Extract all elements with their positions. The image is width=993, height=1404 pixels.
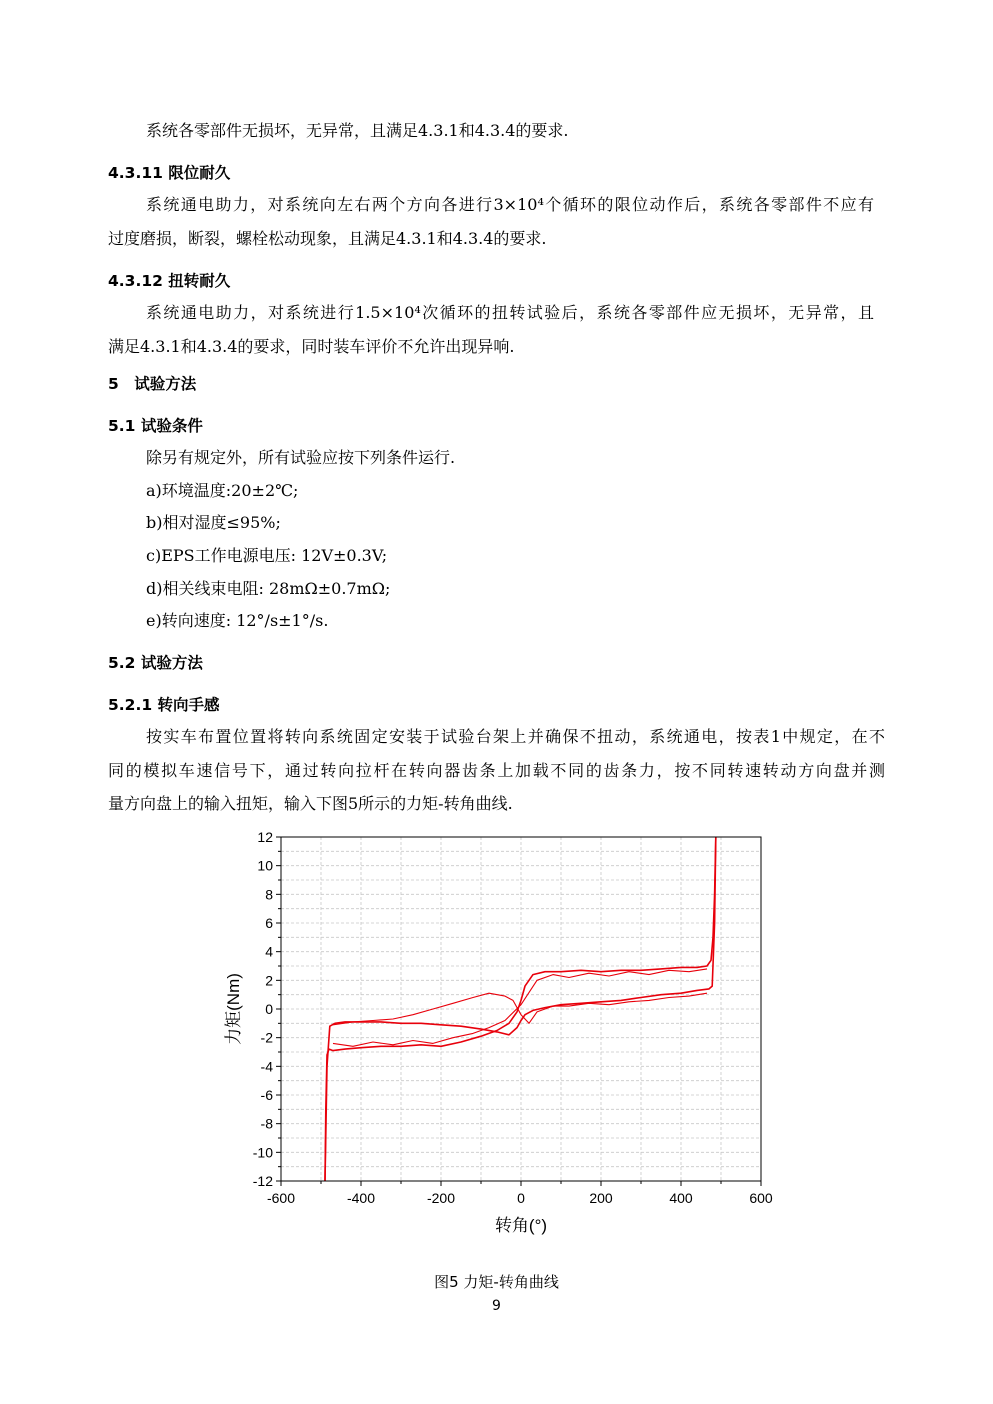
y-axis-label: 力矩(Nm) [224,973,243,1045]
paragraph-4-3-12-line-2: 满足4.3.1和4.3.4的要求，同时装车评价不允许出现异响. [108,337,515,356]
paragraph-4-3-11-line-1: 系统通电助力，对系统向左右两个方向各进行3×10⁴个循环的限位动作后，系统各零部件不应有 [146,195,874,214]
torque-angle-chart [220,820,780,1240]
heading-5: 5 试验方法 [108,375,197,393]
x-tick-label: 600 [749,1190,773,1206]
y-tick-label: 0 [265,1001,273,1017]
x-tick-label: 400 [669,1190,693,1206]
x-tick-label: -600 [266,1190,296,1206]
x-tick-label: 0 [517,1190,525,1206]
paragraph-5-1-intro: 除另有规定外，所有试验应按下列条件运行. [146,448,456,467]
y-tick-label: 2 [265,972,273,989]
paragraph-5-2-1-line-2: 同的模拟车速信号下，通过转向拉杆在转向器齿条上加载不同的齿条力，按不同转速转动方向盘并测 [108,761,885,780]
condition-c: c)EPS工作电源电压: 12V±0.3V; [146,546,388,565]
x-axis-label: 转角(°) [494,1216,548,1235]
y-tick-label: -10 [252,1144,273,1161]
condition-e: e)转向速度: 12°/s±1°/s. [146,611,329,630]
y-tick-label: 10 [257,857,273,874]
y-tick-label: -4 [260,1058,273,1075]
condition-d: d)相关线束电阻: 28mΩ±0.7mΩ; [146,579,391,598]
paragraph-5-2-1-line-1: 按实车布置位置将转向系统固定安装于试验台架上并确保不扭动，系统通电，按表1中规定，在不 [146,727,885,746]
heading-5-2: 5.2 试验方法 [108,654,203,672]
page-number: 9 [492,1298,501,1314]
heading-5-2-1: 5.2.1 转向手感 [108,696,220,714]
heading-4-3-11: 4.3.11 限位耐久 [108,164,231,182]
paragraph-4-3-12-line-1: 系统通电助力，对系统进行1.5×10⁴次循环的扭转试验后，系统各零部件应无损坏，无异常，且 [146,303,874,322]
y-tick-label: 4 [265,943,273,960]
y-tick-label: -8 [260,1115,273,1132]
heading-5-1: 5.1 试验条件 [108,417,203,435]
condition-b: b)相对湿度≤95%; [146,513,281,532]
paragraph-5-2-1-line-3: 量方向盘上的输入扭矩，输入下图5所示的力矩-转角曲线. [108,794,513,813]
chart-grid [281,837,761,1181]
y-tick-label: 6 [265,915,273,931]
x-tick-label: -400 [346,1190,376,1206]
y-tick-label: 12 [257,829,273,845]
paragraph-conclusion-4-3-10: 系统各零部件无损坏，无异常，且满足4.3.1和4.3.4的要求. [146,121,569,140]
y-tick-label: -12 [252,1173,273,1189]
x-tick-label: 200 [589,1190,613,1206]
torque-curve-3 [333,969,707,1046]
condition-a: a)环境温度:20±2℃; [146,481,299,500]
heading-4-3-12: 4.3.12 扭转耐久 [108,272,231,290]
y-tick-label: -2 [260,1029,273,1046]
figure-caption: 图5 力矩-转角曲线 [434,1273,559,1291]
y-tick-label: 8 [265,886,273,903]
x-tick-label: -200 [426,1190,456,1206]
paragraph-4-3-11-line-2: 过度磨损，断裂，螺栓松动现象，且满足4.3.1和4.3.4的要求. [108,229,547,248]
y-tick-label: -6 [260,1087,273,1103]
torque-curve-4 [333,993,707,1025]
